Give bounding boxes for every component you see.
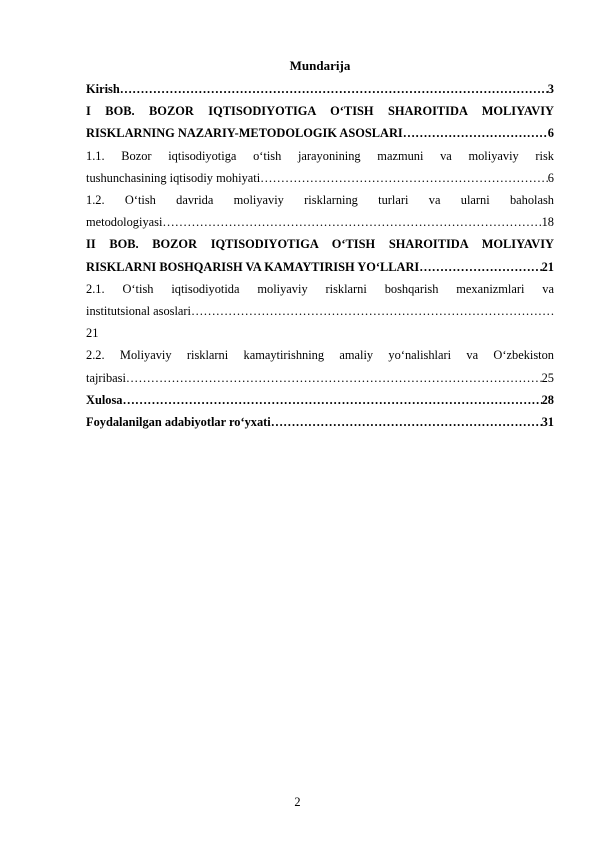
toc-entry-chapter1-line1[interactable]: I BOB. BOZOR IQTISODIYOTIGA O‘TISH SHAROITIDA MOLIYAVIY [86, 104, 554, 119]
toc-entry-label: metodologiyasi [86, 215, 163, 230]
toc-entry-label: RISKLARNI BOSHQARISH VA KAMAYTIRISH YO‘LLARI [86, 259, 420, 274]
toc-entry-label: institutsional asoslari [86, 304, 191, 319]
dot-leader [123, 389, 542, 411]
toc-page-number: 28 [541, 392, 554, 407]
dot-leader [162, 211, 541, 233]
toc-entry-label: tushunchasining iqtisodiy mohiyati [86, 170, 261, 185]
toc-page-number: 6 [547, 126, 554, 141]
dot-leader [260, 167, 548, 189]
toc-page-number: 31 [541, 415, 554, 430]
toc-entry-intro[interactable] [86, 78, 554, 100]
toc-entry-2-1[interactable] [86, 300, 554, 322]
toc-page-number: 25 [541, 370, 554, 385]
toc-entry-label: Xulosa [86, 392, 123, 407]
toc-entry-label: RISKLARNING NAZARIY-METODOLOGIK ASOSLARI [86, 126, 403, 141]
dot-leader [403, 122, 548, 144]
toc-entry-label: Kirish [86, 82, 120, 96]
table-of-contents [86, 56, 554, 433]
dot-leader [126, 367, 542, 389]
toc-entry-1-1[interactable] [86, 167, 554, 189]
toc-page-number: 3 [547, 82, 554, 96]
toc-entry-label: tajribasi [86, 370, 126, 385]
toc-entry-1-1-line1[interactable]: 1.1. Bozor iqtisodiyotiga o‘tish jarayonining mazmuni va moliyaviy risk [86, 148, 554, 163]
toc-entry-1-2[interactable] [86, 211, 554, 233]
toc-entry-chapter1[interactable] [86, 122, 554, 144]
dot-leader [271, 411, 542, 433]
toc-entry-chapter2-line1[interactable]: II BOB. BOZOR IQTISODIYOTIGA O‘TISH SHAROITIDA MOLIYAVIY [86, 237, 554, 252]
toc-entry-conclusion[interactable] [86, 389, 554, 411]
toc-page-number-wrapped: 21 [86, 326, 99, 341]
toc-page-number: 18 [541, 215, 554, 230]
dot-leader [120, 78, 548, 100]
page-number: 2 [294, 795, 301, 809]
toc-entry-1-2-line1[interactable]: 1.2. O‘tish davrida moliyaviy risklarning turlari va ularni baholash [86, 193, 554, 208]
toc-entry-2-1-line1[interactable]: 2.1. O‘tish iqtisodiyotida moliyaviy risklarni boshqarish mexanizmlari va [86, 281, 554, 296]
dot-leader [191, 300, 554, 322]
toc-entry-2-2[interactable] [86, 367, 554, 389]
toc-entry-chapter2[interactable] [86, 256, 554, 278]
toc-entry-2-2-line1[interactable]: 2.2. Moliyaviy risklarni kamaytirishning amaliy yo‘nalishlari va O‘zbekiston [86, 348, 554, 363]
toc-page-number: 6 [547, 170, 554, 185]
toc-title: Mundarija [289, 58, 351, 73]
toc-entry-label: Foydalanilgan adabiyotlar ro‘yxati [86, 415, 271, 430]
dot-leader [419, 256, 541, 278]
toc-page-number: 21 [541, 259, 554, 274]
toc-entry-references[interactable] [86, 411, 554, 433]
